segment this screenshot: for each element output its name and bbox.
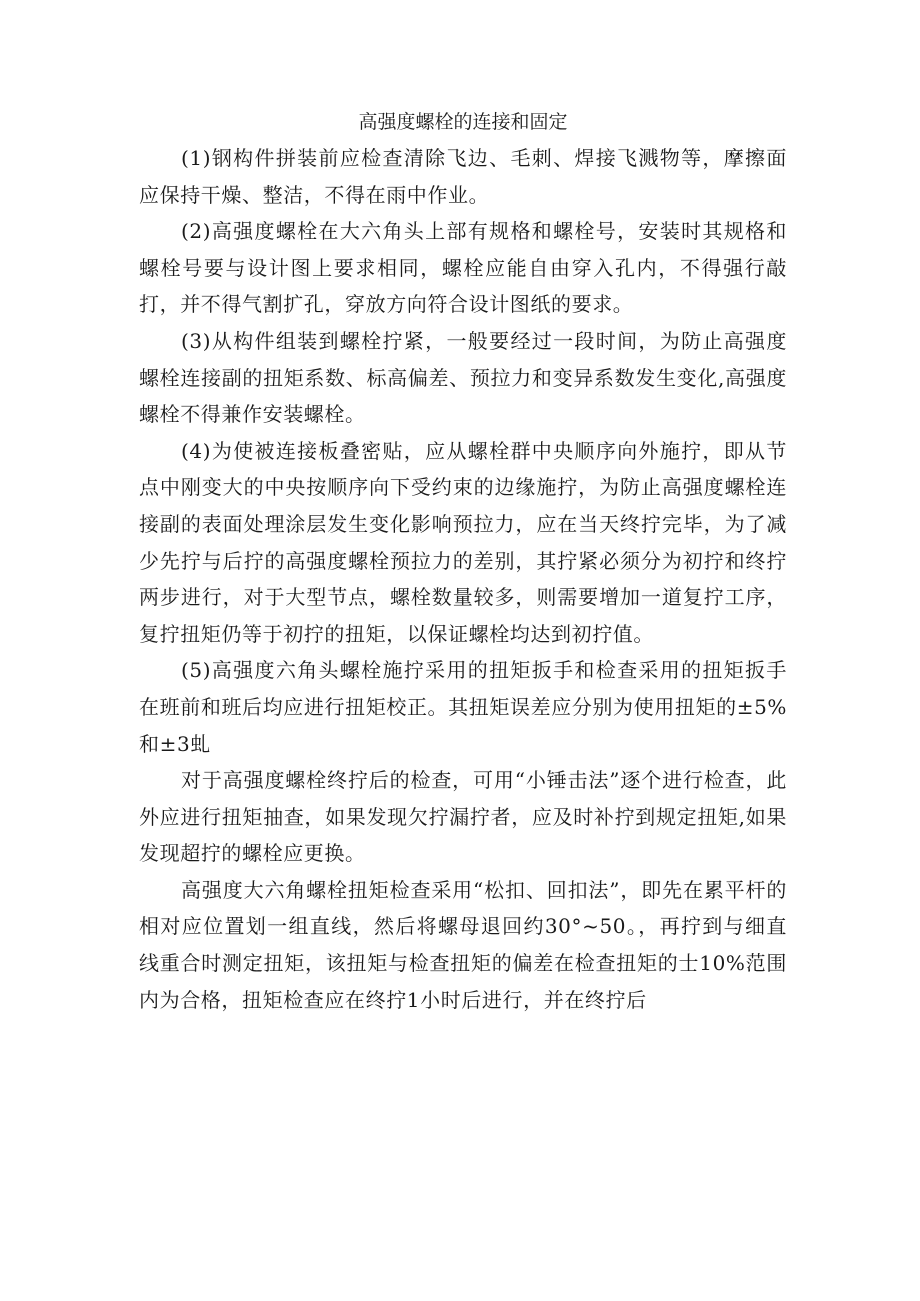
paragraph-3: (3)从构件组装到螺栓拧紧，一般要经过一段时间，为防止高强度螺栓连接副的扭矩系数、标高偏差、预拉力和变异系数发生变化,高强度螺栓不得兼作安装螺栓。 — [139, 328, 787, 427]
paragraph-5: (5)高强度六角头螺栓施拧采用的扭矩扳手和检查采用的扭矩扳手在班前和班后均应进行扭矩校正。其扭矩误差应分别为使用扭矩的±5%和±3虬 — [139, 658, 787, 756]
paragraph-1: (1)钢构件拼装前应检查清除飞边、毛刺、焊接飞溅物等，摩擦面应保持干燥、整洁，不得在雨中作业。 — [139, 146, 787, 207]
document-body — [139, 104, 787, 1018]
paragraph-6: 对于高强度螺栓终拧后的检查，可用“小锤击法”逐个进行检查，此外应进行扭矩抽查，如果发现欠拧漏拧者，应及时补拧到规定扭矩,如果发现超拧的螺栓应更换。 — [139, 768, 787, 866]
document-title: 高强度螺栓的连接和固定 — [358, 111, 568, 133]
paragraph-7: 高强度大六角螺栓扭矩检查采用“松扣、回扣法”，即先在累平杆的相对应位置划一组直线，然后将螺母退回约30°~50。，再拧到与细直线重合时测定扭矩，该扭矩与检查扭矩的偏差在检查扭矩的士10%范围内为合格，扭矩检查应在终拧1小时后进行，并在终拧后 — [139, 877, 787, 1012]
paragraph-4: (4)为使被连接板叠密贴，应从螺栓群中央顺序向外施拧，即从节点中刚变大的中央按顺序向下受约束的边缘施拧，为防止高强度螺栓连接副的表面处理涂层发生变化影响预拉力，应在当天终拧完毕，为了减少先拧与后拧的高强度螺栓预拉力的差别，其拧紧必须分为初拧和终拧两步进行，对于大型节点，螺栓数量较多，则需要增加一道复拧工序，复拧扭矩仍等于初拧的扭矩，以保证螺栓均达到初拧值。 — [139, 438, 787, 646]
paragraph-2: (2)高强度螺栓在大六角头上部有规格和螺栓号，安装时其规格和螺栓号要与设计图上要求相同，螺栓应能自由穿入孔内，不得强行敲打，并不得气割扩孔，穿放方向符合设计图纸的要求。 — [139, 219, 787, 317]
